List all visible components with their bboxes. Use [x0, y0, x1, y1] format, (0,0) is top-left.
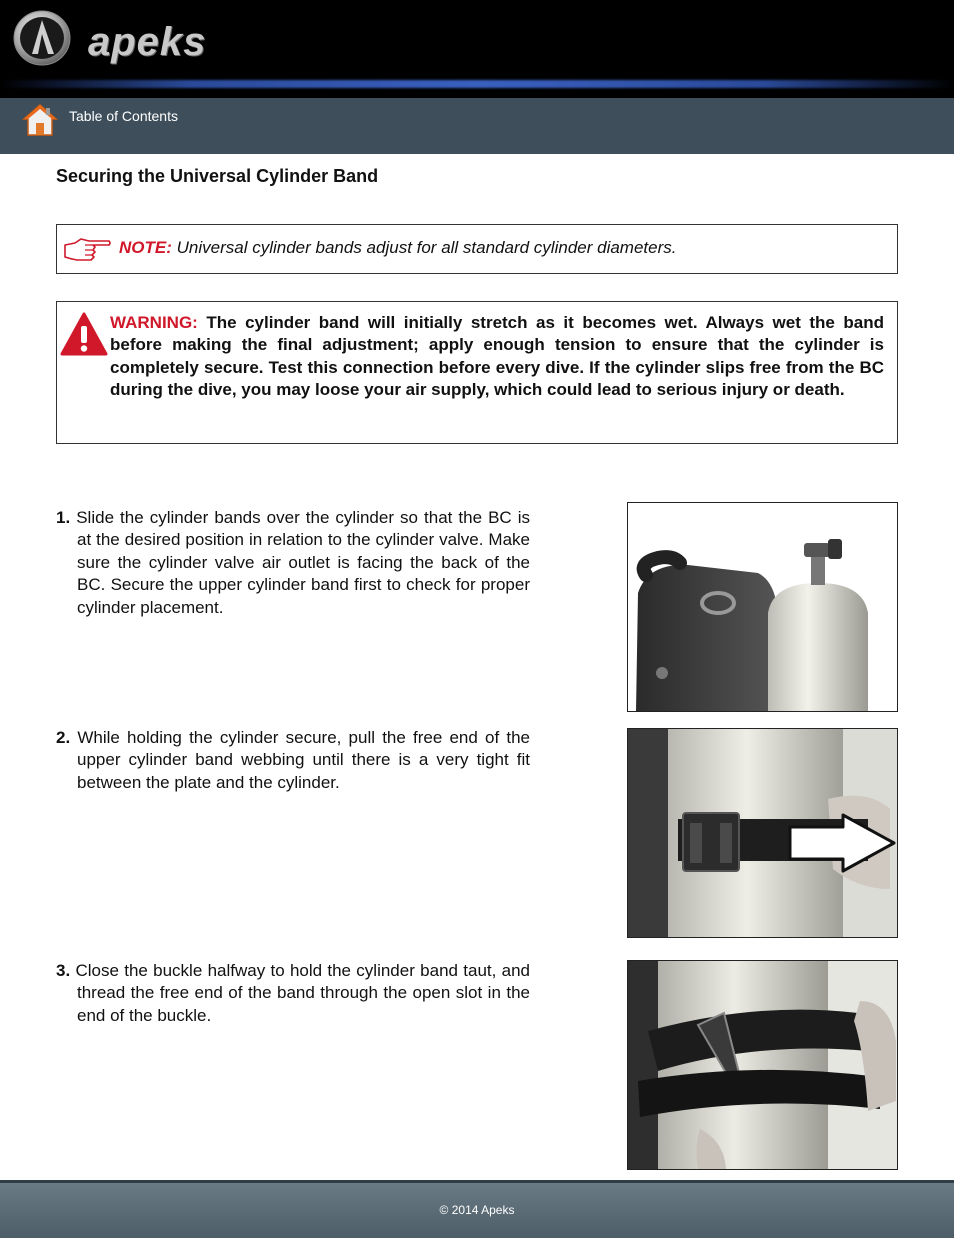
header-glow: [0, 80, 954, 88]
nav-bar: [0, 98, 954, 154]
photo-thread-buckle: [627, 960, 898, 1170]
warning-label: WARNING:: [110, 313, 198, 332]
home-icon[interactable]: [22, 102, 58, 138]
photo-pull-cylinder-band: [627, 728, 898, 938]
step-number: 1.: [56, 508, 71, 527]
note-box: [56, 224, 898, 274]
photo-bc-cylinder-placement: [627, 502, 898, 712]
step-text: Slide the cylinder bands over the cylinder so that the BC is at the desired position in relation to the cylinder valve. Make sure the cylinder valve air outlet is facing the back of the BC. Secure the upper cylinder band first to check for proper cylinder placement.: [76, 508, 530, 617]
brand-name: apeks: [88, 20, 207, 64]
apeks-logo[interactable]: [12, 6, 242, 68]
step-2: [56, 727, 530, 794]
step-3: [56, 960, 530, 1027]
step-text: Close the buckle halfway to hold the cylinder band taut, and thread the free end of the band through the open slot in the end of the buckle.: [75, 961, 530, 1025]
note-text-block: [119, 238, 676, 258]
warning-text-block: [110, 312, 884, 402]
step-text: While holding the cylinder secure, pull the free end of the upper cylinder band webbing until there is a very tight fit between the plate and the cylinder.: [77, 728, 530, 792]
table-of-contents-link[interactable]: Table of Contents: [69, 108, 178, 124]
page-title: Securing the Universal Cylinder Band: [56, 166, 379, 186]
pointing-hand-icon: [63, 235, 111, 263]
note-label: NOTE:: [119, 238, 172, 257]
note-text: Universal cylinder bands adjust for all standard cylinder diameters.: [176, 238, 677, 257]
header: [0, 0, 954, 98]
footer: [0, 1180, 954, 1238]
warning-triangle-icon: [60, 310, 108, 358]
step-1: [56, 507, 530, 619]
step-number: 2.: [56, 728, 71, 747]
warning-text: The cylinder band will initially stretch as it becomes wet. Always wet the band before making the final adjustment; apply enough tension to ensure that the cylinder is completely secure. Test this connection before every dive. If the cylinder slips free from the BC during the dive, you may loose your air supply, which could lead to serious injury or death.: [110, 313, 884, 400]
copyright: © 2014 Apeks: [439, 1203, 515, 1217]
warning-box: [56, 301, 898, 444]
step-number: 3.: [56, 961, 71, 980]
